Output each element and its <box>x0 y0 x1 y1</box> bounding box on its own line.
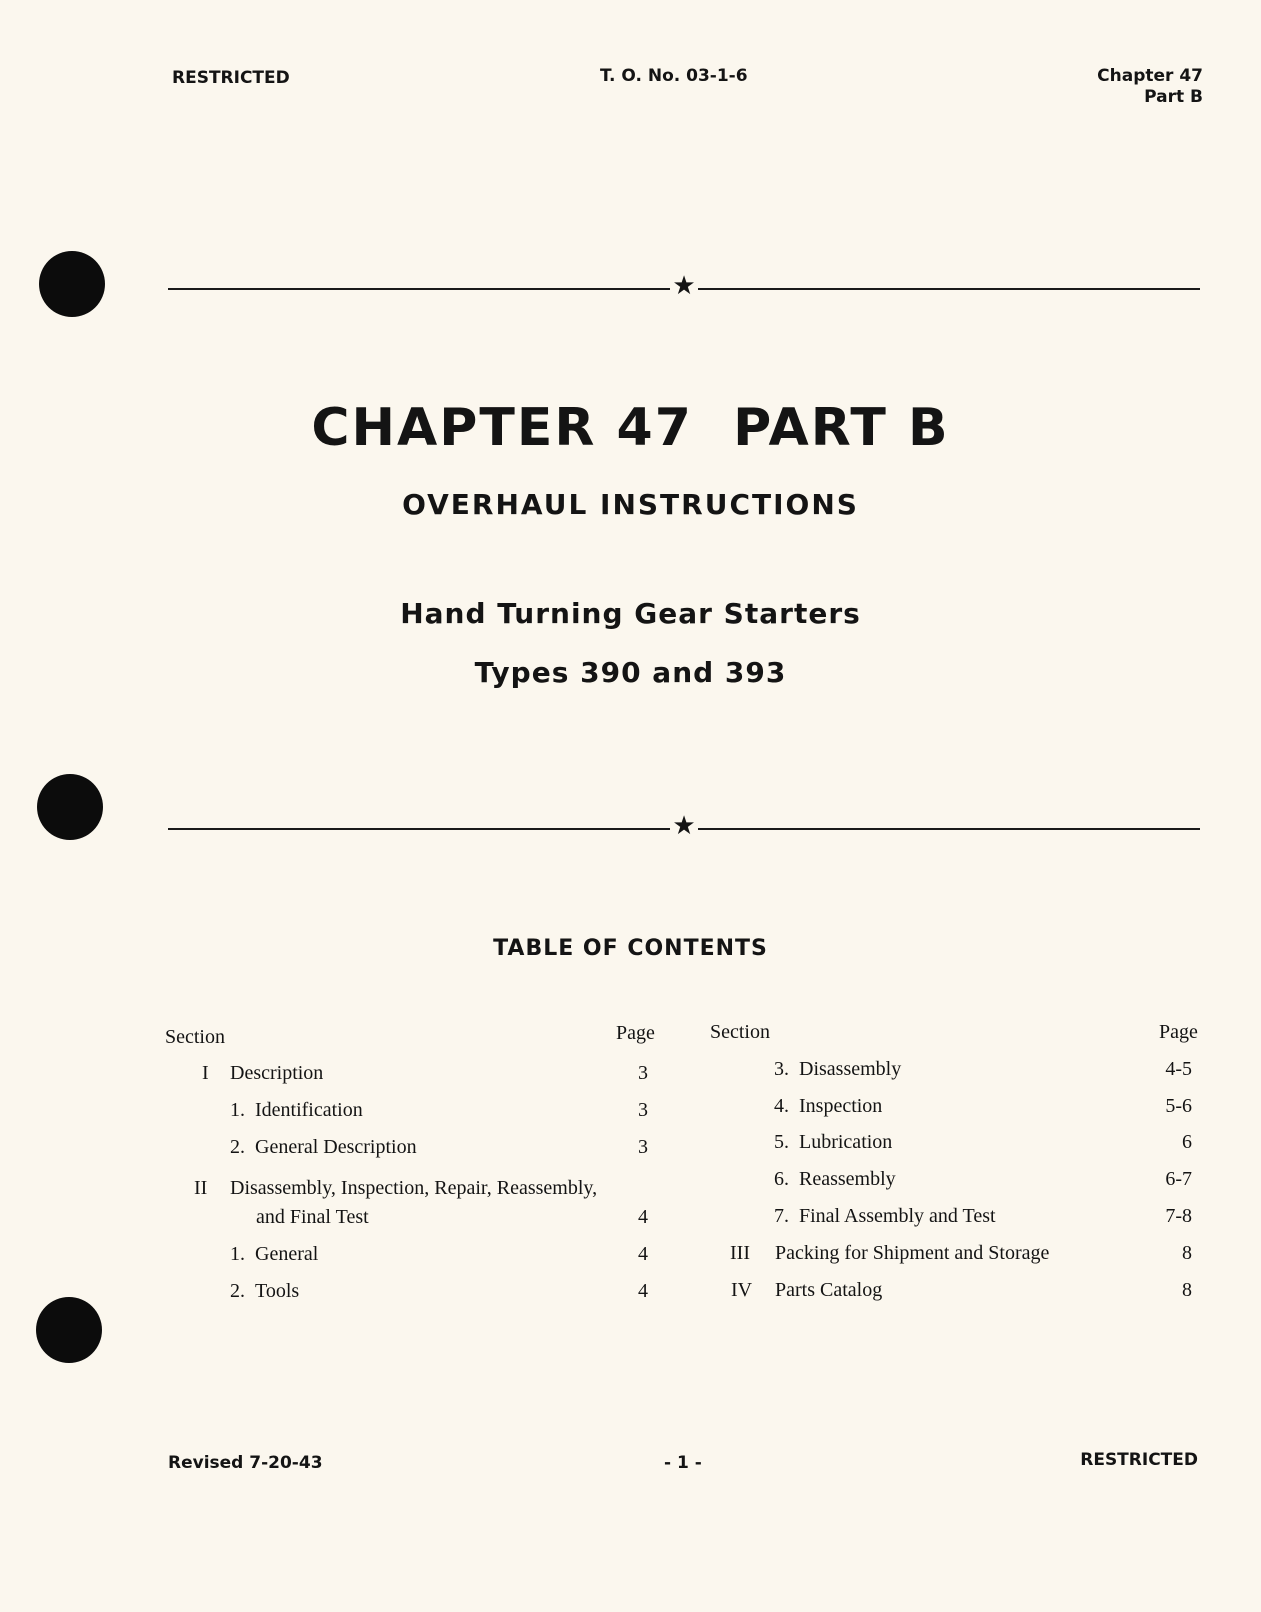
toc-left-entry-label-continued: and Final Test <box>256 1206 369 1228</box>
toc-left-entry-label: General <box>255 1243 319 1265</box>
toc-right-entry-num: 6. <box>774 1168 789 1190</box>
toc-left-entry-num: 2. <box>230 1136 245 1158</box>
toc-left-entry-page: 4 <box>638 1206 648 1228</box>
chapter-title: CHAPTER 47 PART B <box>311 398 950 458</box>
toc-heading: TABLE OF CONTENTS <box>493 936 768 961</box>
toc-right-entry-roman: IV <box>731 1279 753 1301</box>
toc-right-entry-label: Parts Catalog <box>775 1279 883 1301</box>
toc-left-page-header: Page <box>616 1022 655 1044</box>
toc-right-entry-num: 4. <box>774 1095 789 1117</box>
rule-line-left <box>168 288 670 290</box>
toc-right-entry-page: 8 <box>1182 1242 1192 1264</box>
binder-hole-bottom <box>36 1297 102 1363</box>
toc-left-entry-num: 1. <box>230 1099 245 1121</box>
toc-left-section-header: Section <box>165 1026 225 1048</box>
toc-right-section-header: Section <box>710 1021 770 1043</box>
toc-right-entry-page: 8 <box>1182 1279 1192 1301</box>
page-number: - 1 - <box>664 1453 702 1473</box>
toc-right-entry-label: Reassembly <box>799 1168 896 1190</box>
toc-right-entry-page: 6-7 <box>1165 1168 1192 1190</box>
toc-left-entry-label: Disassembly, Inspection, Repair, Reassembly, <box>230 1177 598 1199</box>
rule-line-right <box>698 828 1200 830</box>
toc-left-entry-num: 1. <box>230 1243 245 1265</box>
toc-left-entry-num: 2. <box>230 1280 245 1302</box>
star-icon: ★ <box>672 271 696 301</box>
toc-left-entry-page: 3 <box>638 1136 648 1158</box>
toc-right-entry-label: Lubrication <box>799 1131 893 1153</box>
toc-left-entry-roman: II <box>194 1177 208 1199</box>
subject-line-1: Hand Turning Gear Starters <box>400 597 861 630</box>
toc-left-entry-page: 3 <box>638 1099 648 1121</box>
toc-left-entry-label: Tools <box>255 1280 300 1302</box>
toc-right-entry-page: 7-8 <box>1165 1205 1192 1227</box>
header-classification: RESTRICTED <box>172 68 290 88</box>
header-chapter: Chapter 47 <box>1097 66 1203 86</box>
star-icon: ★ <box>672 811 696 841</box>
toc-right-entry-num: 5. <box>774 1131 789 1153</box>
toc-right-entry-label: Final Assembly and Test <box>799 1205 996 1227</box>
toc-left-entry-page: 3 <box>638 1062 648 1084</box>
toc-right-entry-num: 7. <box>774 1205 789 1227</box>
toc-right-entry-page: 6 <box>1182 1131 1192 1153</box>
subject-line-2: Types 390 and 393 <box>474 656 787 689</box>
header-part: Part B <box>1144 87 1203 107</box>
toc-left-entry-page: 4 <box>638 1280 648 1302</box>
toc-left-entry-label: Identification <box>255 1099 363 1121</box>
toc-left-entry-roman: I <box>202 1062 209 1084</box>
header-tech-order-number: T. O. No. 03-1-6 <box>600 66 748 86</box>
top-star-rule <box>168 271 1200 301</box>
footer-revision-date: Revised 7-20-43 <box>168 1453 323 1473</box>
toc-right-entry-page: 5-6 <box>1165 1095 1192 1117</box>
toc-left-entry-label: General Description <box>255 1136 417 1158</box>
toc-right-entry-label: Packing for Shipment and Storage <box>775 1242 1050 1264</box>
toc-right-entry-roman: III <box>730 1242 750 1264</box>
document-subtitle: OVERHAUL INSTRUCTIONS <box>402 488 859 521</box>
bottom-star-rule <box>168 811 1200 841</box>
rule-line-right <box>698 288 1200 290</box>
binder-hole-middle <box>37 774 103 840</box>
footer-classification: RESTRICTED <box>1080 1450 1198 1470</box>
toc-left-entry-page: 4 <box>638 1243 648 1265</box>
toc-right-entry-label: Inspection <box>799 1095 883 1117</box>
toc-right-entry-page: 4-5 <box>1165 1058 1192 1080</box>
toc-right-entry-num: 3. <box>774 1058 789 1080</box>
binder-hole-top <box>39 251 105 317</box>
rule-line-left <box>168 828 670 830</box>
toc-right-entry-label: Disassembly <box>799 1058 902 1080</box>
toc-left-entry-label: Description <box>230 1062 324 1084</box>
toc-right-page-header: Page <box>1159 1021 1198 1043</box>
